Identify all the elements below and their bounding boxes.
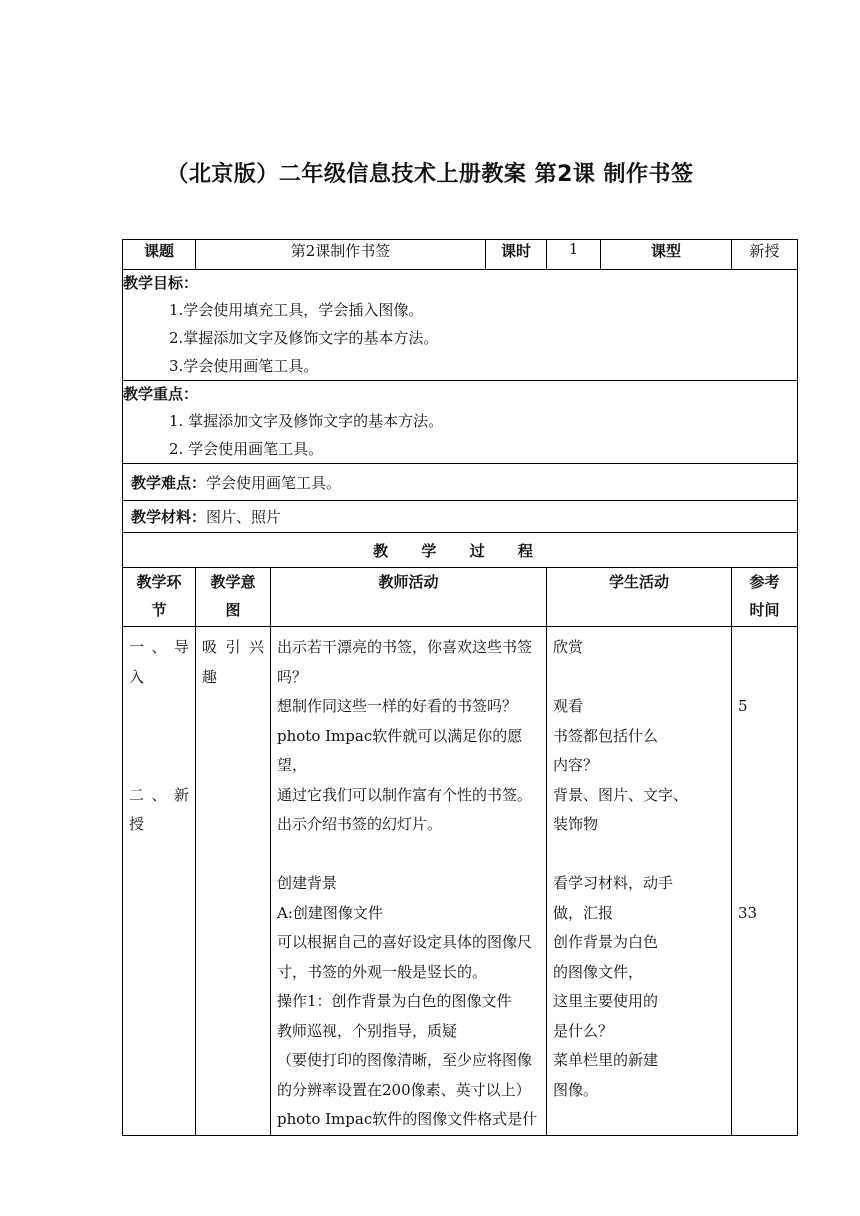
student-line: 内容？ [553,756,599,774]
teacher-line: 想制作同这些一样的好看的书签吗？ [277,697,518,715]
teacher-line: 出示介绍书签的幻灯片。 [277,815,443,833]
time-column-header: 参考 时间 [732,568,798,627]
student-line: 背景、图片、文字、 [553,785,689,804]
hours-label: 课时 [486,240,547,270]
teacher-line: 吗？ [277,667,308,686]
time-line [738,633,791,663]
lesson-plan-table [122,239,798,1136]
teacher-column-header: 教师活动 [271,568,547,627]
student-line: 图像。 [553,1080,599,1099]
difficulty-value: 学会使用画笔工具。 [206,473,342,492]
key-points-row [123,381,798,464]
stage-line [129,722,189,752]
difficulty-row [123,464,798,501]
stage-line: 入 [129,667,145,686]
time-line [738,663,791,693]
stage-line [129,692,189,722]
teacher-line: 创建背景 [277,874,338,892]
student-line [553,840,725,870]
goal-item: 2.掌握添加文字及修饰文字的基本方法。 [169,329,439,347]
column-header-row [123,568,798,627]
hours-value: 1 [547,240,601,270]
materials-row [123,501,798,533]
intent-cell [196,627,271,1136]
student-line: 书签都包括什么 [553,726,659,745]
time-cell [732,627,798,1136]
student-column-header: 学生活动 [547,568,732,627]
materials-label: 教学材料： [131,508,207,526]
goals-row [123,270,798,381]
intent-line: 趣 [202,667,218,686]
student-line: 创作背景为白色 [553,933,659,951]
teacher-line: （要使打印的图像清晰，至少应将图像 [277,1051,533,1069]
stage-line: 一、导 [129,638,189,656]
intent-column-header: 教学意 图 [196,568,271,627]
teacher-line: photo Impac软件就可以满足你的愿望， [277,726,523,774]
header-row [123,240,798,270]
difficulty-label: 教学难点： [131,473,207,492]
stage-line [129,751,189,781]
teacher-line: A:创建图像文件 [277,903,383,922]
teacher-line: photo Impac软件的图像文件格式是什 [277,1110,538,1128]
teacher-line: 操作1：创作背景为白色的图像文件 [277,992,512,1010]
intent-line: 吸引兴 [202,638,264,656]
teacher-activity-cell [271,627,547,1136]
time-line [738,810,791,840]
process-heading-row [123,533,798,568]
process-body-row [123,627,798,1136]
stage-cell [123,627,196,1136]
goal-item: 3.学会使用画笔工具。 [169,357,319,375]
stage-line: 二、新 [129,785,189,804]
topic-value: 第2课制作书签 [196,240,486,270]
student-line: 做，汇报 [553,903,614,922]
goal-item: 1.学会使用填充工具，学会插入图像。 [169,301,424,319]
stage-line: 授 [129,815,145,833]
type-label: 课型 [601,240,732,270]
topic-label: 课题 [123,240,196,270]
student-line: 装饰物 [553,815,599,833]
goals-heading: 教学目标： [123,274,199,292]
teacher-line: 通过它我们可以制作富有个性的书签。 [277,785,533,804]
time-line [738,869,791,899]
teacher-line [277,840,540,870]
student-line [553,663,725,693]
teacher-line: 寸，书签的外观一般是竖长的。 [277,962,488,981]
key-point-item: 2. 学会使用画笔工具。 [169,440,324,458]
stage-column-header: 教学环 节 [123,568,196,627]
teacher-line: 出示若干漂亮的书签，你喜欢这些书签 [277,638,533,656]
key-point-item: 1. 掌握添加文字及修饰文字的基本方法。 [169,412,444,430]
student-line: 菜单栏里的新建 [553,1051,659,1069]
time-line: 5 [738,697,748,715]
materials-value: 图片、照片 [206,508,282,526]
time-line [738,840,791,870]
student-line: 欣赏 [553,638,584,656]
time-line [738,751,791,781]
teacher-line: 可以根据自己的喜好设定具体的图像尺 [277,933,533,951]
process-heading: 教 学 过 程 [123,533,798,568]
teacher-line: 教师巡视，个别指导，质疑 [277,1021,458,1040]
student-activity-cell [547,627,732,1136]
time-line [738,781,791,811]
student-line: 观看 [553,697,584,715]
time-line: 33 [738,903,758,922]
type-value: 新授 [732,240,798,270]
student-line: 这里主要使用的 [553,992,659,1010]
key-points-heading: 教学重点： [123,385,199,403]
page-title: （北京版）二年级信息技术上册教案 第2课 制作书签 [166,162,694,187]
teacher-line: 的分辨率设置在200像素、英寸以上） [277,1080,531,1099]
student-line: 看学习材料，动手 [553,874,674,892]
student-line: 是什么？ [553,1021,614,1040]
time-line [738,722,791,752]
student-line: 的图像文件， [553,962,644,981]
